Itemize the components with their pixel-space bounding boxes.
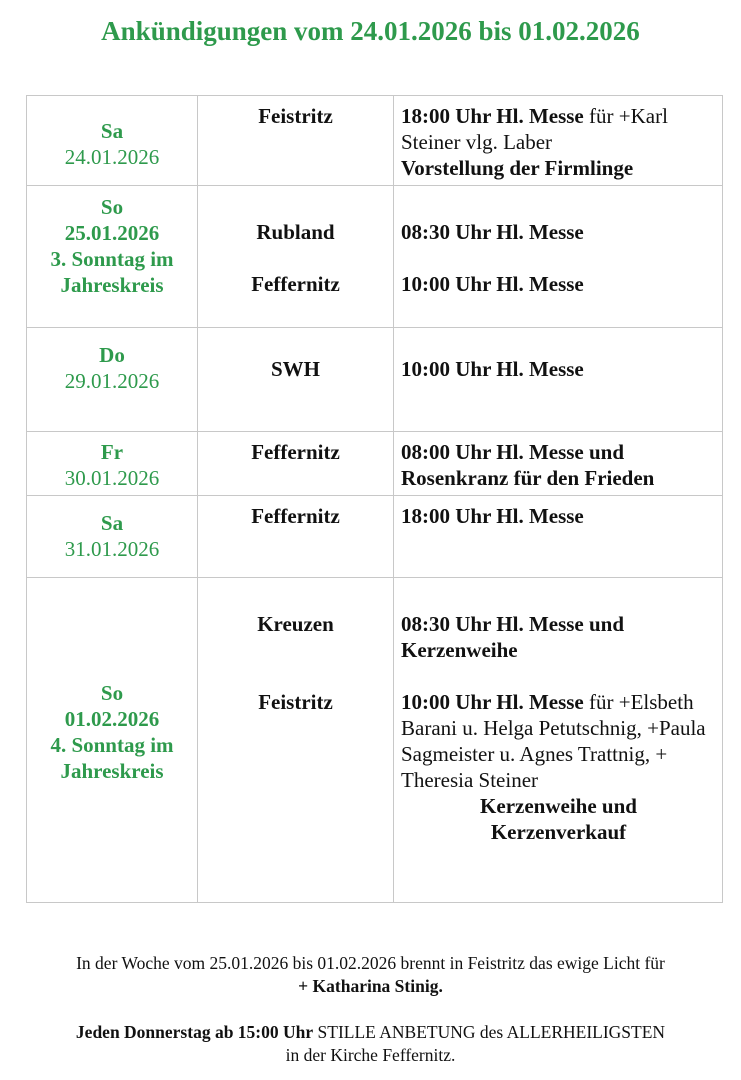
day-label: Sa xyxy=(100,119,124,143)
event-entry: 18:00 Uhr Hl. Messe für +Karl Steiner vlg. Laber xyxy=(401,104,668,154)
table-row xyxy=(27,496,723,578)
eternal-light-notice xyxy=(0,952,741,998)
place-cell xyxy=(198,432,394,496)
place-label: Rubland xyxy=(256,220,335,244)
liturgical-label: 3. Sonntag im Jahreskreis xyxy=(50,247,174,297)
notice-name: + Katharina Stinig. xyxy=(298,976,443,996)
place-cell xyxy=(198,186,394,328)
place-cell xyxy=(198,496,394,578)
event-cell xyxy=(394,186,723,328)
date-label: 01.02.2026 xyxy=(64,707,160,731)
place-label: Feistritz xyxy=(258,104,333,128)
event-entry: 10:00 Uhr Hl. Messe für +Elsbeth Barani u. Helga Petutschnig, +Paula Sagmeister u. Agnes Trattnig, + Theresia Steiner xyxy=(401,690,706,792)
page-title: Ankündigungen vom 24.01.2026 bis 01.02.2026 xyxy=(101,16,640,46)
date-cell xyxy=(27,432,198,496)
event-cell xyxy=(394,496,723,578)
event-cell xyxy=(394,96,723,186)
day-label: Do xyxy=(99,343,125,367)
event-entry: 18:00 Uhr Hl. Messe xyxy=(401,504,584,528)
date-cell xyxy=(27,96,198,186)
place-label: SWH xyxy=(270,357,320,381)
place-label: Feffernitz xyxy=(251,504,340,528)
place-cell xyxy=(198,578,394,903)
day-label: Sa xyxy=(100,511,124,535)
event-entry: Vorstellung der Firmlinge xyxy=(401,156,634,180)
date-label: 29.01.2026 xyxy=(64,369,160,393)
event-entry: 10:00 Uhr Hl. Messe xyxy=(401,357,584,381)
event-entry: Kerzenweihe und Kerzenverkauf xyxy=(480,794,637,844)
date-label: 30.01.2026 xyxy=(64,466,160,490)
adoration-notice xyxy=(0,1021,741,1067)
place-label: Feffernitz xyxy=(251,272,340,296)
notice-text: In der Woche vom 25.01.2026 bis 01.02.2026 brennt in Feistritz das ewige Licht für xyxy=(76,953,665,973)
table-row xyxy=(27,328,723,432)
event-entry: 10:00 Uhr Hl. Messe xyxy=(401,272,584,296)
place-cell xyxy=(198,328,394,432)
date-label: 24.01.2026 xyxy=(64,145,160,169)
date-label: 31.01.2026 xyxy=(64,537,160,561)
notice-location: in der Kirche Feffernitz. xyxy=(285,1045,456,1065)
place-label: Feffernitz xyxy=(251,440,340,464)
schedule-table xyxy=(26,95,723,903)
date-cell xyxy=(27,328,198,432)
notice-text: Jeden Donnerstag ab 15:00 Uhr STILLE ANBETUNG des ALLERHEILIGSTEN xyxy=(75,1022,666,1042)
table-row xyxy=(27,186,723,328)
table-row xyxy=(27,96,723,186)
date-cell xyxy=(27,578,198,903)
table-row xyxy=(27,432,723,496)
place-cell xyxy=(198,96,394,186)
day-label: So xyxy=(100,195,124,219)
date-label: 25.01.2026 xyxy=(64,221,160,245)
liturgical-label: 4. Sonntag im Jahreskreis xyxy=(50,733,174,783)
place-label: Feistritz xyxy=(258,690,333,714)
place-label: Kreuzen xyxy=(257,612,334,636)
date-cell xyxy=(27,186,198,328)
day-label: So xyxy=(100,681,124,705)
event-entry: 08:30 Uhr Hl. Messe xyxy=(401,220,584,244)
date-cell xyxy=(27,496,198,578)
day-label: Fr xyxy=(100,440,124,464)
table-row xyxy=(27,578,723,903)
event-cell xyxy=(394,328,723,432)
event-cell xyxy=(394,432,723,496)
event-entry: 08:00 Uhr Hl. Messe und Rosenkranz für den Frieden xyxy=(401,440,655,490)
event-entry: 08:30 Uhr Hl. Messe und Kerzenweihe xyxy=(401,612,625,662)
event-cell xyxy=(394,578,723,903)
